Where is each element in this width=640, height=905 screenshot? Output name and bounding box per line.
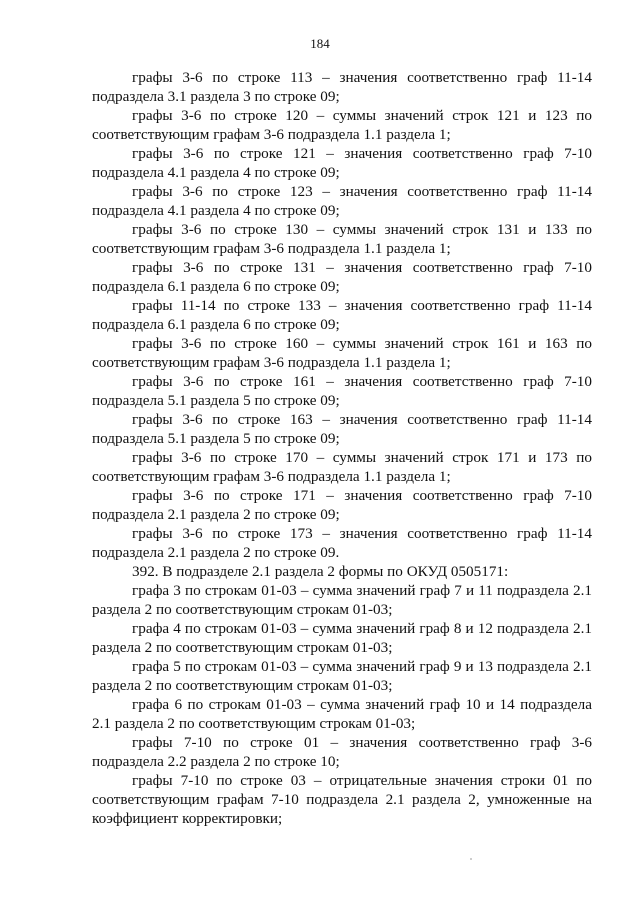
document-body [92, 68, 592, 828]
page-number: 184 [310, 36, 330, 51]
paragraph-row-113: графы 3-6 по строке 113 – значения соответственно граф 11-14 подраздела 3.1 раздела 3 по строке 09; [92, 69, 592, 105]
paragraph-column-4: графа 4 по строкам 01-03 – сумма значений граф 8 и 12 подраздела 2.1 раздела 2 по соответствующим строкам 01-03; [92, 620, 592, 656]
paragraph-columns-7-10-row-03: графы 7-10 по строке 03 – отрицательные значения строки 01 по соответствующим графам 7-10 подраздела 2.1 раздела 2, умноженные на коэффициент корректировки; [92, 772, 592, 827]
paragraph-row-120: графы 3-6 по строке 120 – суммы значений строк 121 и 123 по соответствующим графам 3-6 подраздела 1.1 раздела 1; [92, 107, 592, 143]
scan-speck [470, 858, 472, 860]
paragraph-row-133: графы 11-14 по строке 133 – значения соответственно граф 11-14 подраздела 6.1 раздела 6 по строке 09; [92, 297, 592, 333]
paragraph-columns-7-10-row-01: графы 7-10 по строке 01 – значения соответственно граф 3-6 подраздела 2.2 раздела 2 по строке 10; [92, 734, 592, 770]
paragraph-row-171: графы 3-6 по строке 171 – значения соответственно граф 7-10 подраздела 2.1 раздела 2 по строке 09; [92, 487, 592, 523]
paragraph-row-160: графы 3-6 по строке 160 – суммы значений строк 161 и 163 по соответствующим графам 3-6 подраздела 1.1 раздела 1; [92, 335, 592, 371]
paragraph-row-121: графы 3-6 по строке 121 – значения соответственно граф 7-10 подраздела 4.1 раздела 4 по строке 09; [92, 145, 592, 181]
paragraph-row-173: графы 3-6 по строке 173 – значения соответственно граф 11-14 подраздела 2.1 раздела 2 по строке 09. [92, 525, 592, 561]
paragraph-row-123: графы 3-6 по строке 123 – значения соответственно граф 11-14 подраздела 4.1 раздела 4 по строке 09; [92, 183, 592, 219]
paragraph-row-170: графы 3-6 по строке 170 – суммы значений строк 171 и 173 по соответствующим графам 3-6 подраздела 1.1 раздела 1; [92, 449, 592, 485]
paragraph-column-3: графа 3 по строкам 01-03 – сумма значений граф 7 и 11 подраздела 2.1 раздела 2 по соответствующим строкам 01-03; [92, 582, 592, 618]
paragraph-row-131: графы 3-6 по строке 131 – значения соответственно граф 7-10 подраздела 6.1 раздела 6 по строке 09; [92, 259, 592, 295]
paragraph-column-5: графа 5 по строкам 01-03 – сумма значений граф 9 и 13 подраздела 2.1 раздела 2 по соответствующим строкам 01-03; [92, 658, 592, 694]
paragraph-row-163: графы 3-6 по строке 163 – значения соответственно граф 11-14 подраздела 5.1 раздела 5 по строке 09; [92, 411, 592, 447]
paragraph-row-130: графы 3-6 по строке 130 – суммы значений строк 131 и 133 по соответствующим графам 3-6 подраздела 1.1 раздела 1; [92, 221, 592, 257]
paragraph-row-161: графы 3-6 по строке 161 – значения соответственно граф 7-10 подраздела 5.1 раздела 5 по строке 09; [92, 373, 592, 409]
paragraph-item-392: 392. В подразделе 2.1 раздела 2 формы по ОКУД 0505171: [132, 563, 509, 580]
paragraph-column-6: графа 6 по строкам 01-03 – сумма значений граф 10 и 14 подраздела 2.1 раздела 2 по соответствующим строкам 01-03; [92, 696, 592, 732]
